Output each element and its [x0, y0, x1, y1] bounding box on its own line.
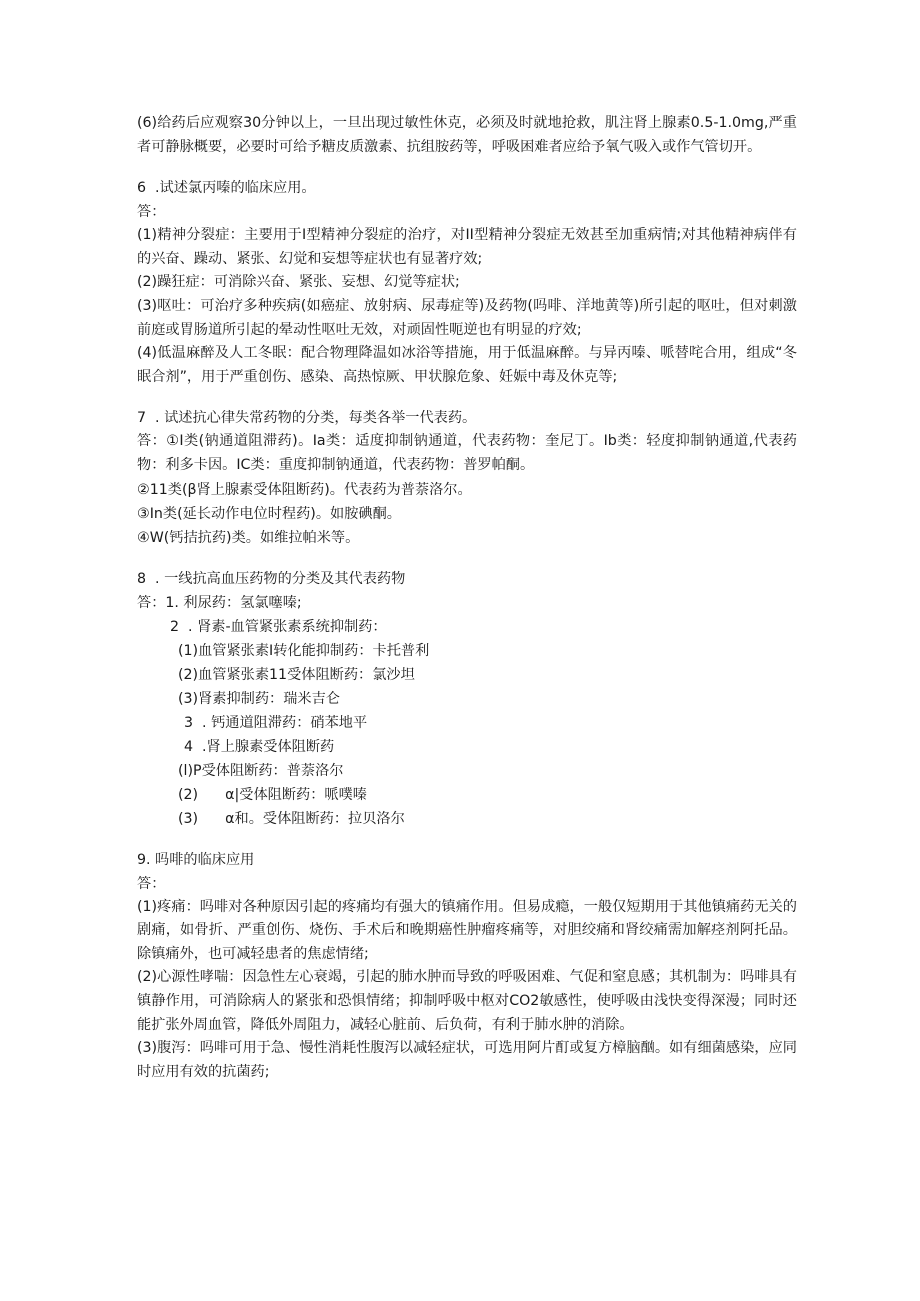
list-line-8-7: 4 .肾上腺素受体阻断药 [184, 738, 335, 755]
section-gap [137, 159, 797, 176]
paragraph-5-6: (6)给药后应观察30分钟以上，一旦出现过敏性休克，必须及时就地抢救，肌注肾上腺素0.5-1.0mg,严重者可静脉概要，必要时可给予糖皮质激素、抗组胺药等，呼吸困难者应给予氧气吸入或作气管切开。 [137, 115, 797, 155]
answer-label: 答： [137, 875, 166, 892]
document-page [137, 112, 797, 1084]
paragraph-6-2: (2)躁狂症：可消除兴奋、紧张、妄想、幻觉等症状; [137, 274, 460, 291]
list-line-8-1: 答：1. 利尿药：氢氯噻嗪; [137, 594, 302, 611]
paragraph-7-1: 答：①I类(钠通道阻滞药)。Ia类：适度抑制钠通道，代表药物：奎尼丁。Ib类：轻度抑制钠通道,代表药物：利多卡因。IC类：重度抑制钠通道，代表药物：普罗帕酮。 [137, 433, 797, 473]
list-line-8-8: (l)P受体阻断药：普萘洛尔 [178, 762, 344, 779]
paragraph-7-4: ④W(钙拮抗药)类。如维拉帕米等。 [137, 529, 360, 546]
section-gap [137, 831, 797, 848]
answer-label: 答： [137, 204, 166, 221]
question-6-title: 6 .试述氯丙嗪的临床应用。 [137, 180, 316, 197]
question-7-title: 7 . 试述抗心律失常药物的分类，每类各举一代表药。 [137, 410, 477, 427]
question-8-title: 8 . 一线抗高血压药物的分类及其代表药物 [137, 570, 406, 587]
question-9-title: 9. 吗啡的临床应用 [137, 851, 255, 868]
list-line-8-9: (2) α|受体阻断药：哌噗嗪 [178, 786, 367, 803]
paragraph-9-1: (1)疼痛：吗啡对各种原因引起的疼痛均有强大的镇痛作用。但易成瘾，一般仅短期用于其他镇痛药无关的剧痛，如骨折、严重创伤、烧伤、手术后和晚期癌性肿瘤疼痛等，对胆绞痛和肾绞痛需加解痉剂阿托品。除镇痛外，也可减轻患者的焦虑情绪; [137, 898, 797, 962]
paragraph-9-3: (3)腹泻：吗啡可用于急、慢性消耗性腹泻以减轻症状，可选用阿片酊或复方樟脑酗。如有细菌感染，应同时应用有效的抗菌药; [137, 1040, 797, 1080]
paragraph-6-4: (4)低温麻醉及人工冬眠：配合物理降温如冰浴等措施，用于低温麻醉。与异丙嗪、哌替咤合用，组成“冬眠合剂”，用于严重创伤、感染、高热惊厥、甲状腺危象、妊娠中毒及休克等; [137, 345, 797, 385]
paragraph-9-2: (2)心源性哮喘：因急性左心衰竭，引起的肺水肿而导致的呼吸困难、气促和窒息感；其机制为：吗啡具有镇静作用，可消除病人的紧张和恐惧情绪；抑制呼吸中枢对CO2敏感性，使呼吸由浅快变得深漫；同时还能扩张外周血管，降低外周阻力，减轻心脏前、后负荷，有利于肺水肿的消除。 [137, 969, 797, 1033]
section-gap [137, 389, 797, 406]
paragraph-7-2: ②11类(β肾上腺素受体阻断药)。代表药为普萘洛尔。 [137, 481, 472, 498]
list-line-8-5: (3)肾素抑制药：瑞米吉仑 [178, 690, 340, 707]
list-line-8-10: (3) α和。受体阻断药：拉贝洛尔 [178, 810, 405, 827]
paragraph-6-3: (3)呕吐：可治疗多种疾病(如癌症、放射病、尿毒症等)及药物(吗啡、洋地黄等)所引起的呕吐，但对刺激前庭或胃肠道所引起的晕动性呕吐无效，对顽固性呃逆也有明显的疗效; [137, 297, 797, 338]
paragraph-6-1: (1)精神分裂症：主要用于I型精神分裂症的治疗，对II型精神分裂症无效甚至加重病情;对其他精神病伴有的兴奋、躁动、紧张、幻觉和妄想等症状也有显著疗效; [137, 227, 797, 267]
list-line-8-6: 3 . 钙通道阻滞药：硝苯地平 [184, 714, 368, 731]
section-gap [137, 550, 797, 567]
list-line-8-2: 2 . 肾素-血管紧张素系统抑制药： [170, 618, 387, 635]
paragraph-7-3: ③In类(延长动作电位时程药)。如胺碘酮。 [137, 505, 401, 522]
list-line-8-3: (1)血管紧张素I转化能抑制药：卡托普利 [178, 642, 430, 659]
list-line-8-4: (2)血管紧张素11受体阻断药：氯沙坦 [178, 666, 415, 683]
